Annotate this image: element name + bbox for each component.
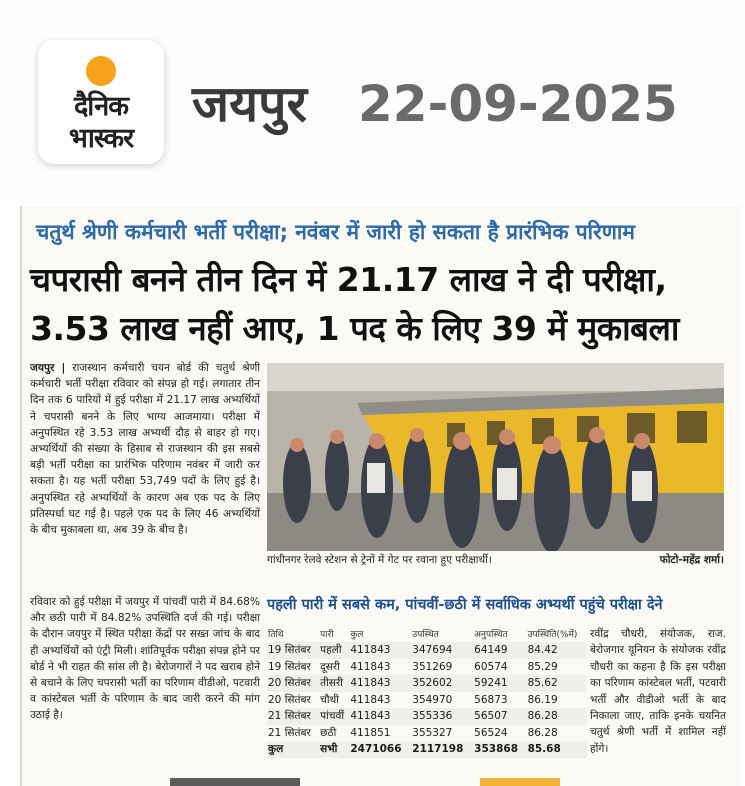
photo-caption: गांधीनगर रेलवे स्टेशन से ट्रेनों में गेट पर रवाना हुए परीक्षार्थी। bbox=[267, 554, 492, 566]
table-cell: 20 सितंबर bbox=[267, 675, 319, 692]
table-cell: 2117198 bbox=[411, 741, 473, 758]
logo-text-line1: दैनिक bbox=[73, 91, 129, 122]
railway-station-photo bbox=[267, 363, 724, 551]
next-article-strip bbox=[20, 776, 742, 786]
table-cell: 2471066 bbox=[349, 741, 411, 758]
table-cell: पहली bbox=[319, 642, 349, 659]
table-row bbox=[267, 675, 587, 692]
table-cell: 411843 bbox=[349, 642, 411, 659]
table-total-row bbox=[267, 741, 587, 758]
table-cell: 19 सितंबर bbox=[267, 642, 319, 659]
headline-line1: चपरासी बनने तीन दिन में 21.17 लाख ने दी परीक्षा, bbox=[30, 260, 667, 299]
table-cell: 86.28 bbox=[527, 726, 558, 739]
table-cell: कुल bbox=[267, 741, 319, 758]
divider bbox=[170, 778, 300, 786]
table-cell: 59241 bbox=[473, 675, 526, 692]
col-header: तिथि bbox=[268, 630, 284, 640]
photo-credit: फोटो-महेंद्र शर्मा। bbox=[659, 554, 724, 566]
table-cell: 355336 bbox=[411, 708, 473, 725]
story-paragraph-1 bbox=[30, 360, 260, 590]
col-header: अनुपस्थित bbox=[474, 630, 508, 640]
table-cell: 411843 bbox=[350, 693, 391, 706]
table-cell: दूसरी bbox=[320, 660, 340, 673]
logo-text-line2: भास्कर bbox=[68, 123, 134, 154]
edition-city: जयपुर bbox=[192, 75, 307, 133]
col-header: पारी bbox=[320, 630, 334, 640]
header-band bbox=[0, 0, 745, 195]
table-cell: चौथी bbox=[320, 693, 339, 706]
table-cell: पांचवीं bbox=[319, 708, 349, 725]
table-cell: 21 सितंबर bbox=[267, 708, 319, 725]
edition-date: 22-09-2025 bbox=[358, 75, 678, 133]
table-cell: 64149 bbox=[473, 642, 526, 659]
table-cell: 347694 bbox=[411, 642, 473, 659]
table-cell: छठी bbox=[320, 726, 337, 739]
table-cell: 56507 bbox=[473, 708, 526, 725]
table-cell: 355327 bbox=[412, 726, 453, 739]
table-cell: सभी bbox=[319, 741, 349, 758]
table-row bbox=[267, 692, 587, 709]
table-cell: 85.62 bbox=[527, 675, 587, 692]
table-cell: 411843 bbox=[350, 660, 391, 673]
table-row bbox=[267, 659, 587, 676]
table-cell: 20 सितंबर bbox=[268, 693, 311, 706]
table-header-row bbox=[267, 625, 587, 642]
table-cell: 21 सितंबर bbox=[268, 726, 311, 739]
col-header: उपस्थिति(%में) bbox=[527, 630, 578, 640]
table-cell: 85.29 bbox=[527, 660, 558, 673]
table-cell: 351269 bbox=[412, 660, 453, 673]
side-quote: रवींद्र चौधरी, संयोजक, राज. बेरोजगार यूनियन के संयोजक रवींद्र चौधरी का कहना है कि इस परीक्षा का परिणाम कांस्टेबल भर्ती, पटवारी भर्ती और वीडीओ भर्ती के बाद निकाला जाए, ताकि इनके चयनित चतुर्थ श्रेणी भर्ती में शामिल नहीं होंगे। bbox=[590, 628, 726, 755]
table-cell: 19 सितंबर bbox=[268, 660, 311, 673]
table-cell: 411843 bbox=[349, 675, 411, 692]
story-paragraph-2: रविवार को हुई परीक्षा में जयपुर में पांचवीं पारी में 84.68% और छठी पारी में 84.82% उपस्थिति दर्ज की गई। परीक्षा के दौरान जयपुर में स्थित परीक्षा केंद्रों पर सख्त जांच के बाद ही अभ्यर्थियों को एंट्री मिली। शांतिपूर्वक परीक्षा संपन्न होने पर बोर्ड ने भी राहत की सांस ली है। बेरोजगारों ने पद खराब होने से बचाने के लिए चपरासी भर्ती का परिणाम वीडीओ, पटवारी व कांस्टेबल भर्ती के परिणाम के बाद जारी करने की मांग उठाई है। bbox=[30, 596, 260, 722]
article-kicker: चतुर्थ श्रेणी कर्मचारी भर्ती परीक्षा; नवंबर में जारी हो सकता है प्रारंभिक परिणाम bbox=[36, 220, 635, 244]
table-cell: 86.19 bbox=[527, 693, 558, 706]
col-header: कुल bbox=[350, 630, 364, 640]
story-paragraph-1-text: राजस्थान कर्मचारी चयन बोर्ड की चतुर्थ श्रेणी कर्मचारी भर्ती परीक्षा रविवार को संपन्न हो गई। लगातार तीन दिन तक 6 पारियों में हुई परीक्षा में 21.17 लाख अभ्यर्थियों ने चपरासी बनने के लिए भाग्य आजमाया। परीक्षा में अनुपस्थित रहे 3.53 लाख अभ्यर्थी दौड़ से बाहर हो गए। अभ्यर्थियों की संख्या के हिसाब से राजस्थान की इस सबसे बड़ी भर्ती परीक्षा का प्रारंभिक परिणाम नवंबर में जारी कर सकता है। यह भर्ती परीक्षा 53,749 पदों के लिए हुई है। अनुपस्थित रहे अभ्यर्थियों के कारण अब एक पद के लिए प्रतिस्पर्धा घट गई है। पहले एक पद के लिए 46 अभ्यर्थियों के बीच मुकाबला था, अब 39 के बीच है। bbox=[30, 362, 261, 537]
table-cell: 56873 bbox=[474, 693, 508, 706]
table-cell: 352602 bbox=[411, 675, 473, 692]
dainik-bhaskar-logo bbox=[38, 40, 164, 164]
photo-illustration bbox=[267, 363, 724, 551]
table-subhead: पहली पारी में सबसे कम, पांचवीं-छठी में सर्वाधिक अभ्यर्थी पहुंचे परीक्षा देने bbox=[267, 597, 663, 613]
table-cell: 56524 bbox=[474, 726, 508, 739]
divider bbox=[480, 778, 560, 786]
dateline: जयपुर | bbox=[30, 362, 66, 374]
table-cell: 354970 bbox=[412, 693, 453, 706]
table-row bbox=[267, 725, 587, 742]
col-header: उपस्थित bbox=[412, 630, 439, 640]
table-row bbox=[267, 708, 587, 725]
table-cell: 411843 bbox=[349, 708, 411, 725]
table-cell: 60574 bbox=[474, 660, 508, 673]
attendance-table bbox=[267, 625, 587, 758]
headline-line2: 3.53 लाख नहीं आए, 1 पद के लिए 39 में मुकाबला bbox=[30, 309, 679, 348]
table-cell: 85.68 bbox=[527, 741, 587, 758]
table-cell: 86.28 bbox=[527, 708, 587, 725]
table-cell: 353868 bbox=[473, 741, 526, 758]
photo-caption-row bbox=[267, 553, 724, 567]
table-cell: तीसरी bbox=[319, 675, 349, 692]
table-cell: 84.42 bbox=[527, 642, 587, 659]
table-row bbox=[267, 642, 587, 659]
table-cell: 411851 bbox=[350, 726, 391, 739]
sun-icon bbox=[86, 56, 116, 86]
